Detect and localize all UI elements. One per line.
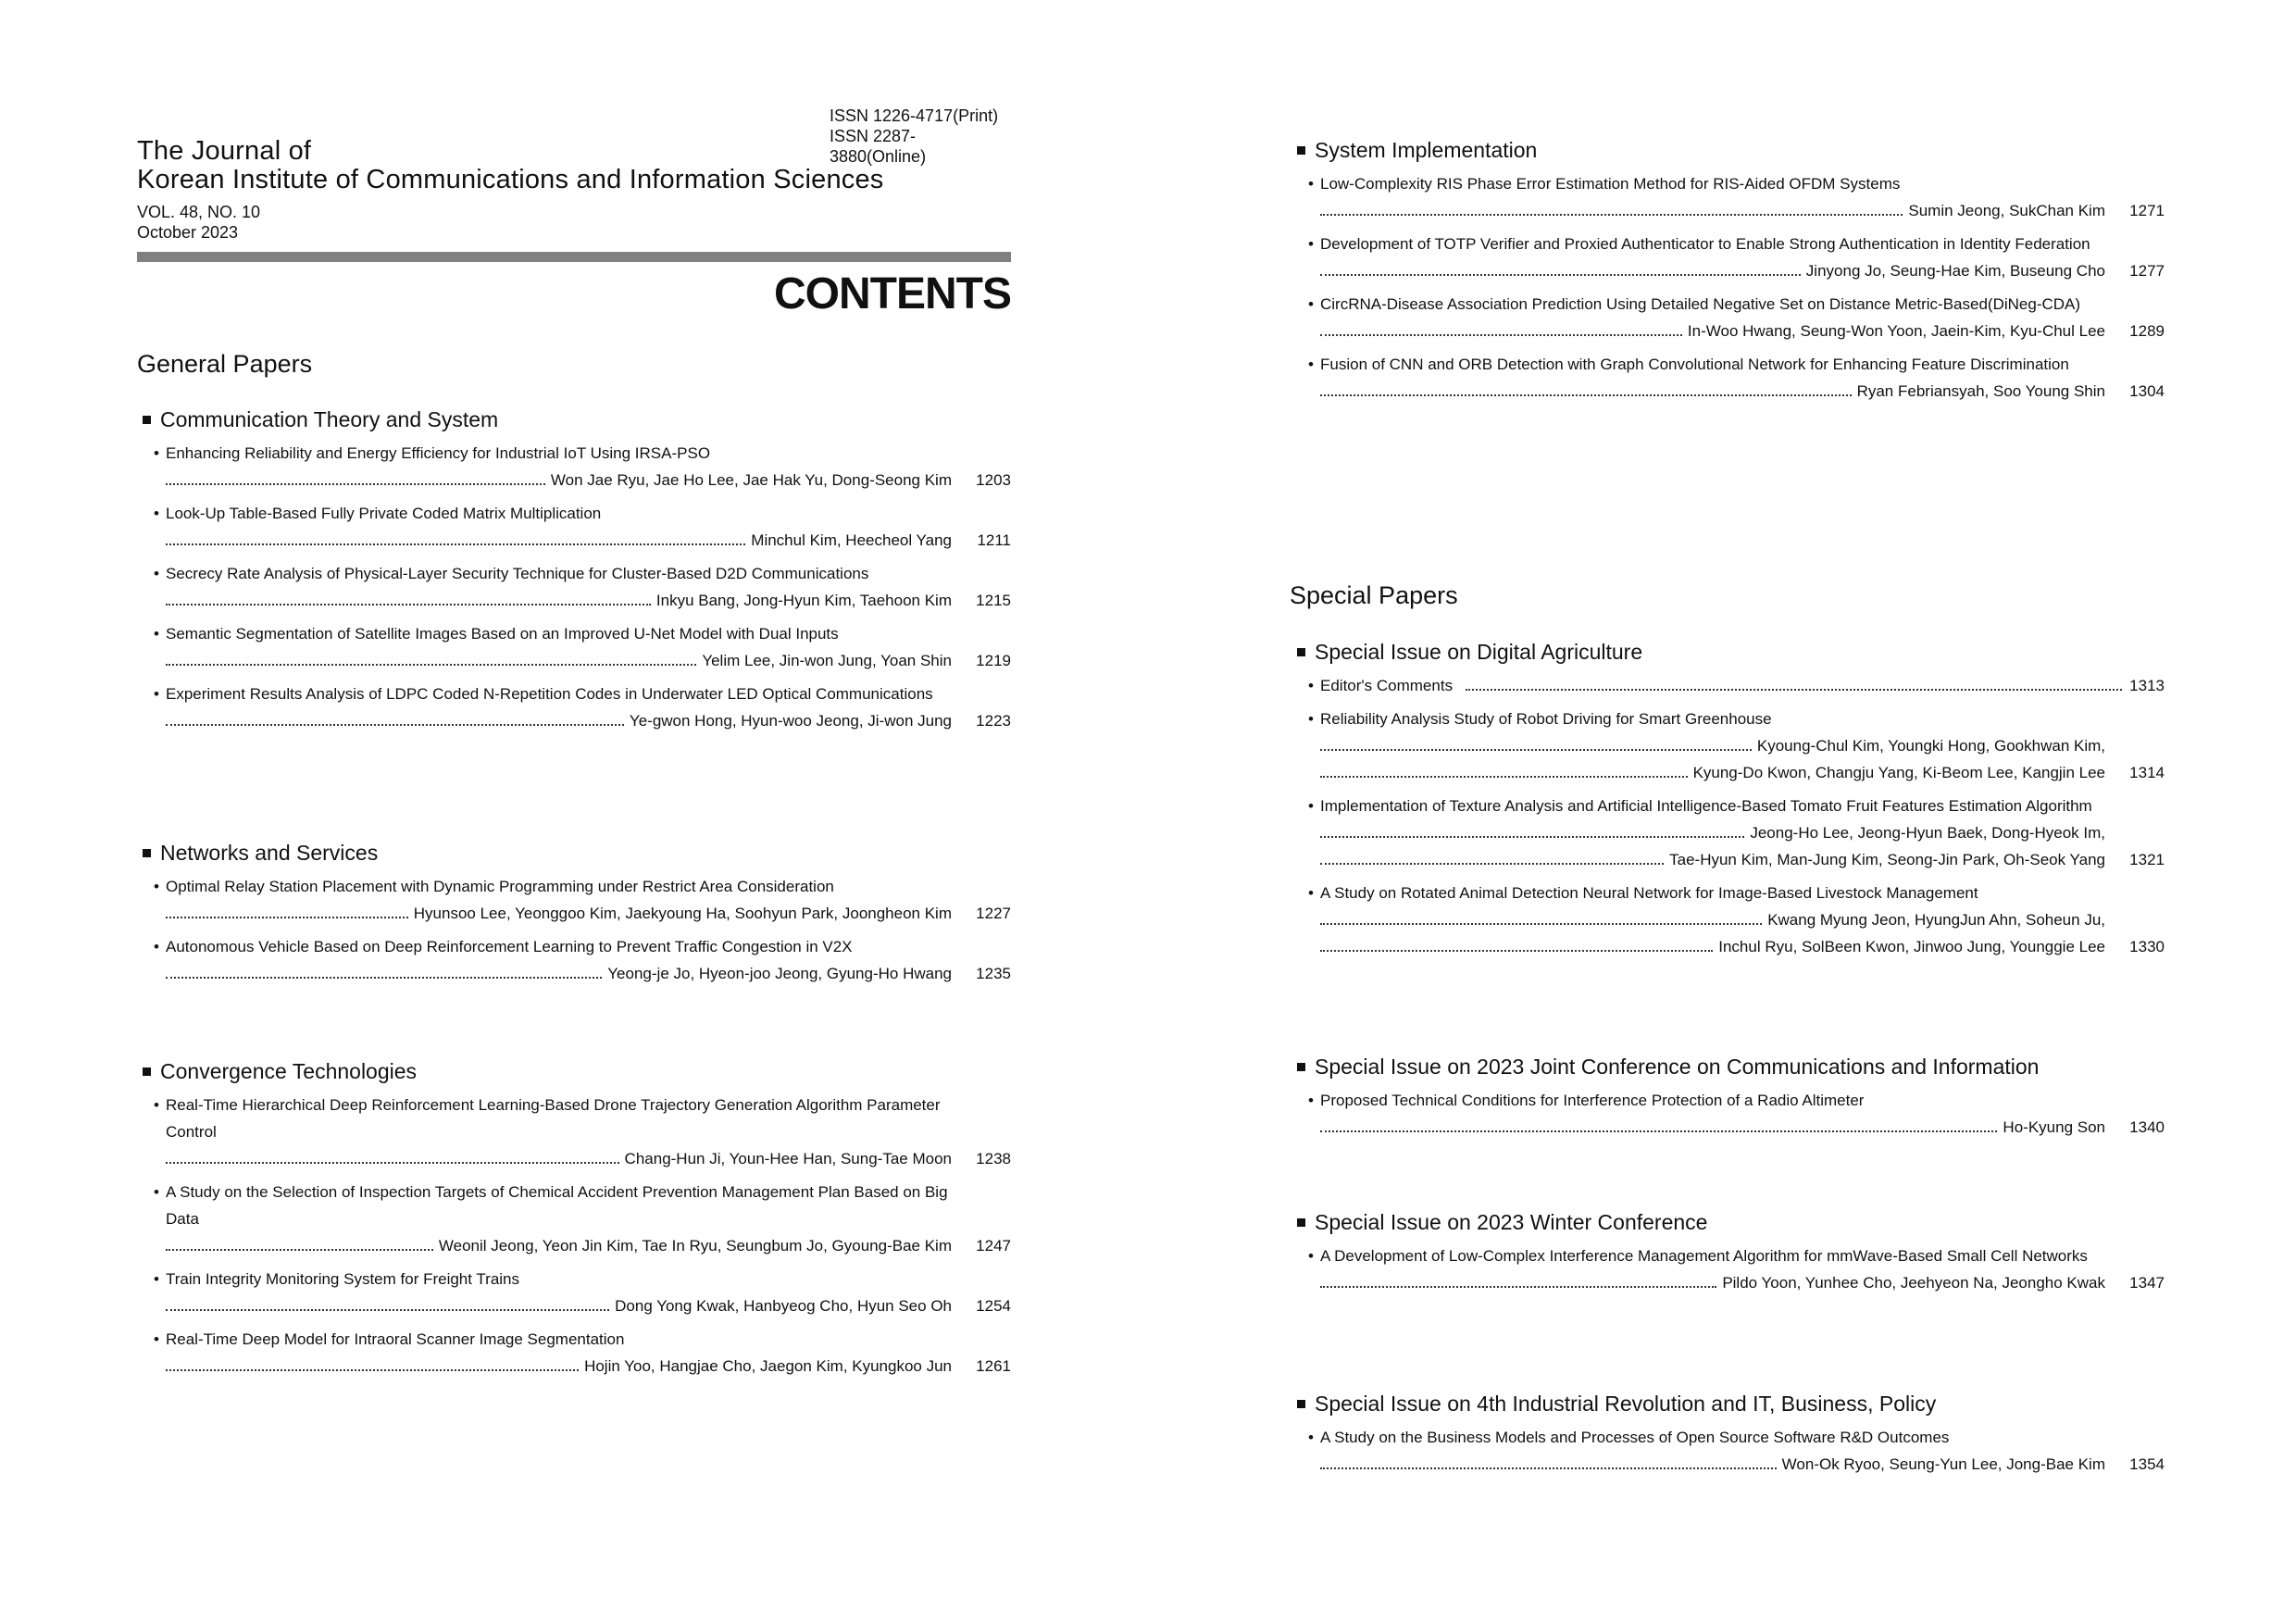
square-bullet-icon	[1297, 1400, 1305, 1408]
page-number: 1238	[976, 1150, 1011, 1167]
dot-leader	[166, 1369, 579, 1371]
page-number: 1313	[2129, 677, 2165, 694]
author-row	[143, 527, 1011, 554]
dot-leader	[1320, 923, 1762, 925]
entry-title	[1297, 1087, 2165, 1114]
dot-leader	[166, 1249, 433, 1251]
author-names: Hojin Yoo, Hangjae Cho, Jaegon Kim, Kyungkoo Jun	[584, 1357, 952, 1375]
author-names: Pildo Yoon, Yunhee Cho, Jeehyeon Na, Jeongho Kwak	[1722, 1274, 2105, 1292]
bullet-icon: •	[154, 625, 159, 643]
page-number: 1321	[2129, 851, 2165, 868]
author-row	[143, 587, 1011, 614]
author-names: Weonil Jeong, Yeon Jin Kim, Tae In Ryu, Seungbum Jo, Gyoung-Bae Kim	[438, 1237, 952, 1255]
page-number: 1211	[977, 531, 1011, 549]
dot-leader	[1320, 836, 1744, 838]
entry-title-text: Proposed Technical Conditions for Interference Protection of a Radio Altimeter	[1320, 1092, 1865, 1109]
section-title-text: System Implementation	[1315, 138, 1538, 162]
entry-title	[1297, 880, 2165, 906]
author-names: Won-Ok Ryoo, Seung-Yun Lee, Jong-Bae Kim	[1781, 1455, 2105, 1473]
bullet-icon: •	[1308, 1429, 1314, 1446]
entry-title	[143, 440, 1011, 467]
entry-title-text: Enhancing Reliability and Energy Efficiency for Industrial IoT Using IRSA-PSO	[166, 444, 711, 462]
entry-title-text: A Study on the Selection of Inspection Targets of Chemical Accident Prevention Management Plan Based on Big Data	[166, 1183, 948, 1228]
author-names: Sumin Jeong, SukChan Kim	[1908, 202, 2105, 219]
toc-entry	[1297, 880, 2165, 960]
dot-leader	[1320, 776, 1688, 778]
square-bullet-icon	[1297, 1063, 1305, 1071]
toc-entry	[143, 1092, 1011, 1172]
category-special-papers: Special Papers	[1290, 581, 1458, 609]
header-rule	[137, 252, 1011, 262]
square-bullet-icon	[143, 416, 151, 424]
entry-title-text: Implementation of Texture Analysis and Artificial Intelligence-Based Tomato Fruit Features Estimation Algorithm	[1320, 797, 2092, 815]
section-title	[1297, 638, 2165, 666]
toc-entry	[1297, 672, 2165, 699]
section-title	[1297, 1208, 2165, 1236]
section-title-text: Special Issue on 4th Industrial Revolution and IT, Business, Policy	[1315, 1392, 1937, 1416]
section-title	[143, 406, 1011, 433]
entry-title	[1297, 351, 2165, 378]
bullet-icon: •	[154, 565, 159, 582]
bullet-icon: •	[1308, 1092, 1314, 1109]
dot-leader	[166, 977, 602, 979]
bullet-icon: •	[1308, 175, 1314, 193]
dot-leader	[1320, 749, 1752, 751]
bullet-icon: •	[154, 1270, 159, 1288]
author-names: Hyunsoo Lee, Yeonggoo Kim, Jaekyoung Ha, Soohyun Park, Joongheon Kim	[413, 905, 952, 922]
category-general-papers: General Papers	[137, 350, 313, 378]
entry-title	[143, 560, 1011, 587]
section-convergence-technologies	[143, 1057, 1011, 1380]
section-title	[1297, 136, 2165, 164]
author-row	[1297, 197, 2165, 224]
entry-title-text: Real-Time Hierarchical Deep Reinforcement Learning-Based Drone Trajectory Generation Algorithm Parameter Control	[166, 1096, 941, 1141]
journal-title-line2: Korean Institute of Communications and Information Sciences	[137, 165, 884, 194]
entry-title-text: Autonomous Vehicle Based on Deep Reinforcement Learning to Prevent Traffic Congestion in V2X	[166, 938, 853, 955]
bullet-icon: •	[1308, 1247, 1314, 1265]
page-number: 1314	[2129, 764, 2165, 781]
bullet-icon: •	[154, 1183, 159, 1201]
dot-leader	[166, 917, 408, 918]
entry-title-text: Development of TOTP Verifier and Proxied Authenticator to Enable Strong Authentication in Identity Federation	[1320, 235, 2090, 253]
entry-title	[143, 1326, 1011, 1353]
dot-leader	[1320, 1286, 1716, 1288]
bullet-icon: •	[1308, 677, 1314, 694]
page-number: 1304	[2129, 382, 2165, 400]
entry-title	[143, 933, 1011, 960]
page-number: 1271	[2129, 202, 2165, 219]
toc-entry	[143, 1326, 1011, 1380]
dot-leader	[1320, 274, 1801, 276]
dot-leader	[1466, 689, 2122, 691]
toc-entry	[143, 680, 1011, 734]
page-number: 1289	[2129, 322, 2165, 340]
toc-entry	[143, 500, 1011, 554]
toc-entry	[1297, 793, 2165, 873]
author-names: Won Jae Ryu, Jae Ho Lee, Jae Hak Yu, Dong-Seong Kim	[550, 471, 952, 489]
entry-title	[143, 1179, 1011, 1232]
author-names: Jinyong Jo, Seung-Hae Kim, Buseung Cho	[1805, 262, 2105, 280]
journal-title	[137, 137, 884, 194]
author-names: Chang-Hun Ji, Youn-Hee Han, Sung-Tae Moon	[624, 1150, 952, 1167]
bullet-icon: •	[1308, 356, 1314, 373]
author-row	[1297, 257, 2165, 284]
toc-entry	[143, 560, 1011, 614]
section-title	[1297, 1053, 2165, 1080]
page-number: 1340	[2129, 1118, 2165, 1136]
page-number: 1203	[976, 471, 1011, 489]
volume-info	[137, 202, 260, 243]
bullet-icon: •	[1308, 884, 1314, 902]
toc-entry	[143, 620, 1011, 674]
toc-entry	[143, 1179, 1011, 1259]
entry-title-text: Reliability Analysis Study of Robot Driving for Smart Greenhouse	[1320, 710, 1772, 728]
toc-entry	[1297, 705, 2165, 786]
entry-title	[1297, 170, 2165, 197]
dot-leader	[166, 604, 651, 606]
entry-title-text: Real-Time Deep Model for Intraoral Scanner Image Segmentation	[166, 1330, 625, 1348]
section-fourth-industrial-revolution	[1297, 1390, 2165, 1478]
author-row	[143, 467, 1011, 493]
entry-title-text: A Study on Rotated Animal Detection Neural Network for Image-Based Livestock Management	[1320, 884, 1978, 902]
dot-leader	[166, 483, 545, 485]
contents-title: CONTENTS	[774, 269, 1011, 318]
author-names: Dong Yong Kwak, Hanbyeog Cho, Hyun Seo Oh	[615, 1297, 952, 1315]
author-names: Kyung-Do Kwon, Changju Yang, Ki-Beom Lee, Kangjin Lee	[1692, 764, 2105, 781]
author-row	[143, 1232, 1011, 1259]
bullet-icon: •	[154, 1330, 159, 1348]
author-names: Ryan Febriansyah, Soo Young Shin	[1856, 382, 2105, 400]
page-number: 1235	[976, 965, 1011, 982]
bullet-icon: •	[1308, 295, 1314, 313]
section-digital-agriculture	[1297, 638, 2165, 960]
dot-leader	[1320, 863, 1664, 865]
entry-title	[1297, 231, 2165, 257]
author-row	[143, 647, 1011, 674]
bullet-icon: •	[154, 1096, 159, 1114]
author-row	[143, 707, 1011, 734]
section-title	[143, 839, 1011, 867]
entry-title-text: A Development of Low-Complex Interference Management Algorithm for mmWave-Based Small Cell Networks	[1320, 1247, 2088, 1265]
bullet-icon: •	[154, 444, 159, 462]
author-row	[1297, 906, 2165, 933]
issn-online: ISSN 2287-3880(Online)	[830, 127, 927, 166]
entry-title	[143, 873, 1011, 900]
section-title	[143, 1057, 1011, 1085]
entry-title	[143, 1266, 1011, 1292]
author-names: Jeong-Ho Lee, Jeong-Hyun Baek, Dong-Hyeok Im,	[1750, 824, 2105, 842]
author-names: Ye-gwon Hong, Hyun-woo Jeong, Ji-won Jung	[629, 712, 952, 730]
dot-leader	[1320, 1130, 1997, 1132]
toc-entry	[143, 1266, 1011, 1319]
entry-title-text: Train Integrity Monitoring System for Freight Trains	[166, 1270, 520, 1288]
toc-entry	[1297, 1242, 2165, 1296]
toc-entry	[1297, 291, 2165, 344]
dot-leader	[166, 543, 745, 545]
entry-title	[1297, 1424, 2165, 1451]
toc-entry	[1297, 170, 2165, 224]
author-names: Inkyu Bang, Jong-Hyun Kim, Taehoon Kim	[655, 592, 952, 609]
page-number: 1261	[976, 1357, 1011, 1375]
dot-leader	[1320, 334, 1682, 336]
section-system-implementation	[1297, 136, 2165, 405]
author-row	[1297, 819, 2165, 846]
entry-title-text: Optimal Relay Station Placement with Dynamic Programming under Restrict Area Consideration	[166, 878, 834, 895]
entry-title-text: CircRNA-Disease Association Prediction Using Detailed Negative Set on Distance Metric-Based(DiNeg-CDA)	[1320, 295, 2081, 313]
section-joint-conference	[1297, 1053, 2165, 1141]
issn-print: ISSN 1226-4717(Print)	[830, 106, 999, 125]
author-names: Inchul Ryu, SolBeen Kwon, Jinwoo Jung, Younggie Lee	[1718, 938, 2105, 955]
section-title-text: Special Issue on 2023 Joint Conference on Communications and Information	[1315, 1055, 2040, 1079]
author-names: Minchul Kim, Heecheol Yang	[751, 531, 952, 549]
entry-title-text: Experiment Results Analysis of LDPC Coded N-Repetition Codes in Underwater LED Optical Communications	[166, 685, 933, 703]
page-number: 1247	[976, 1237, 1011, 1255]
section-winter-conference	[1297, 1208, 2165, 1296]
toc-entry	[1297, 1087, 2165, 1141]
bullet-icon: •	[154, 878, 159, 895]
toc-entry	[1297, 231, 2165, 284]
author-row	[143, 1145, 1011, 1172]
page-number: 1347	[2129, 1274, 2165, 1292]
author-names: In-Woo Hwang, Seung-Won Yoon, Jaein-Kim, Kyu-Chul Lee	[1687, 322, 2105, 340]
page-number: 1215	[976, 592, 1011, 609]
author-row	[1297, 933, 2165, 960]
dot-leader	[1320, 950, 1713, 952]
section-networks-services	[143, 839, 1011, 987]
dot-leader	[1320, 394, 1852, 396]
entry-title	[1297, 291, 2165, 318]
author-names: Yeong-je Jo, Hyeon-joo Jeong, Gyung-Ho Hwang	[607, 965, 952, 982]
page-number: 1354	[2129, 1455, 2165, 1473]
author-row	[143, 1353, 1011, 1380]
bullet-icon: •	[1308, 797, 1314, 815]
entry-title	[1297, 793, 2165, 819]
author-row	[143, 1292, 1011, 1319]
toc-entry	[1297, 351, 2165, 405]
author-row	[1297, 1114, 2165, 1141]
page-number: 1254	[976, 1297, 1011, 1315]
square-bullet-icon	[1297, 1218, 1305, 1227]
square-bullet-icon	[143, 849, 151, 857]
page-number: 1227	[976, 905, 1011, 922]
entry-title-text: Semantic Segmentation of Satellite Images Based on an Improved U-Net Model with Dual Inputs	[166, 625, 839, 643]
entry-title	[143, 500, 1011, 527]
issue-date: October 2023	[137, 223, 239, 242]
section-title	[1297, 1390, 2165, 1417]
toc-entry	[1297, 1424, 2165, 1478]
entry-title-text: A Study on the Business Models and Processes of Open Source Software R&D Outcomes	[1320, 1429, 1950, 1446]
entry-title-text: Fusion of CNN and ORB Detection with Graph Convolutional Network for Enhancing Feature Discrimination	[1320, 356, 2069, 373]
section-title-text: Convergence Technologies	[160, 1059, 418, 1083]
section-title-text: Networks and Services	[160, 841, 379, 865]
journal-title-line1: The Journal of	[137, 136, 312, 166]
page-number: 1330	[2129, 938, 2165, 955]
author-names: Yelim Lee, Jin-won Jung, Yoan Shin	[702, 652, 952, 669]
dot-leader	[1320, 1467, 1777, 1469]
bullet-icon: •	[1308, 710, 1314, 728]
page-number: 1223	[976, 712, 1011, 730]
author-row	[1297, 318, 2165, 344]
dot-leader	[166, 664, 696, 666]
entry-title	[1297, 1242, 2165, 1269]
entry-title-text: Low-Complexity RIS Phase Error Estimation Method for RIS-Aided OFDM Systems	[1320, 175, 1901, 193]
author-row	[1297, 732, 2165, 759]
author-row	[1297, 1451, 2165, 1478]
entry-title	[1297, 705, 2165, 732]
entry-title	[1297, 672, 2165, 699]
entry-title	[143, 620, 1011, 647]
dot-leader	[1320, 214, 1903, 216]
author-row	[1297, 1269, 2165, 1296]
author-row	[1297, 759, 2165, 786]
section-title-text: Special Issue on 2023 Winter Conference	[1315, 1210, 1708, 1234]
square-bullet-icon	[1297, 648, 1305, 656]
toc-entry	[143, 873, 1011, 927]
dot-leader	[166, 1309, 609, 1311]
entry-title-text: Secrecy Rate Analysis of Physical-Layer Security Technique for Cluster-Based D2D Communications	[166, 565, 869, 582]
author-row	[1297, 846, 2165, 873]
toc-entry	[143, 933, 1011, 987]
entry-title-text: Editor's Comments	[1320, 677, 1454, 694]
bullet-icon: •	[154, 938, 159, 955]
square-bullet-icon	[143, 1067, 151, 1076]
page-number: 1277	[2129, 262, 2165, 280]
author-names: Kwang Myung Jeon, HyungJun Ahn, Soheun Ju,	[1767, 911, 2105, 929]
author-row	[143, 960, 1011, 987]
page-number: 1219	[976, 652, 1011, 669]
author-names: Ho-Kyung Son	[2003, 1118, 2105, 1136]
entry-title-text: Look-Up Table-Based Fully Private Coded Matrix Multiplication	[166, 505, 602, 522]
entry-title	[143, 1092, 1011, 1145]
entry-title	[143, 680, 1011, 707]
toc-entry	[143, 440, 1011, 493]
author-row	[1297, 378, 2165, 405]
section-communication-theory	[143, 406, 1011, 734]
bullet-icon: •	[154, 505, 159, 522]
bullet-icon: •	[154, 685, 159, 703]
dot-leader	[166, 724, 624, 726]
section-title-text: Special Issue on Digital Agriculture	[1315, 640, 1643, 664]
square-bullet-icon	[1297, 146, 1305, 155]
section-title-text: Communication Theory and System	[160, 407, 499, 431]
bullet-icon: •	[1308, 235, 1314, 253]
author-names: Kyoung-Chul Kim, Youngki Hong, Gookhwan Kim,	[1756, 737, 2105, 755]
author-row	[143, 900, 1011, 927]
author-names: Tae-Hyun Kim, Man-Jung Kim, Seong-Jin Park, Oh-Seok Yang	[1669, 851, 2105, 868]
dot-leader	[166, 1162, 619, 1164]
volume-number: VOL. 48, NO. 10	[137, 203, 261, 221]
